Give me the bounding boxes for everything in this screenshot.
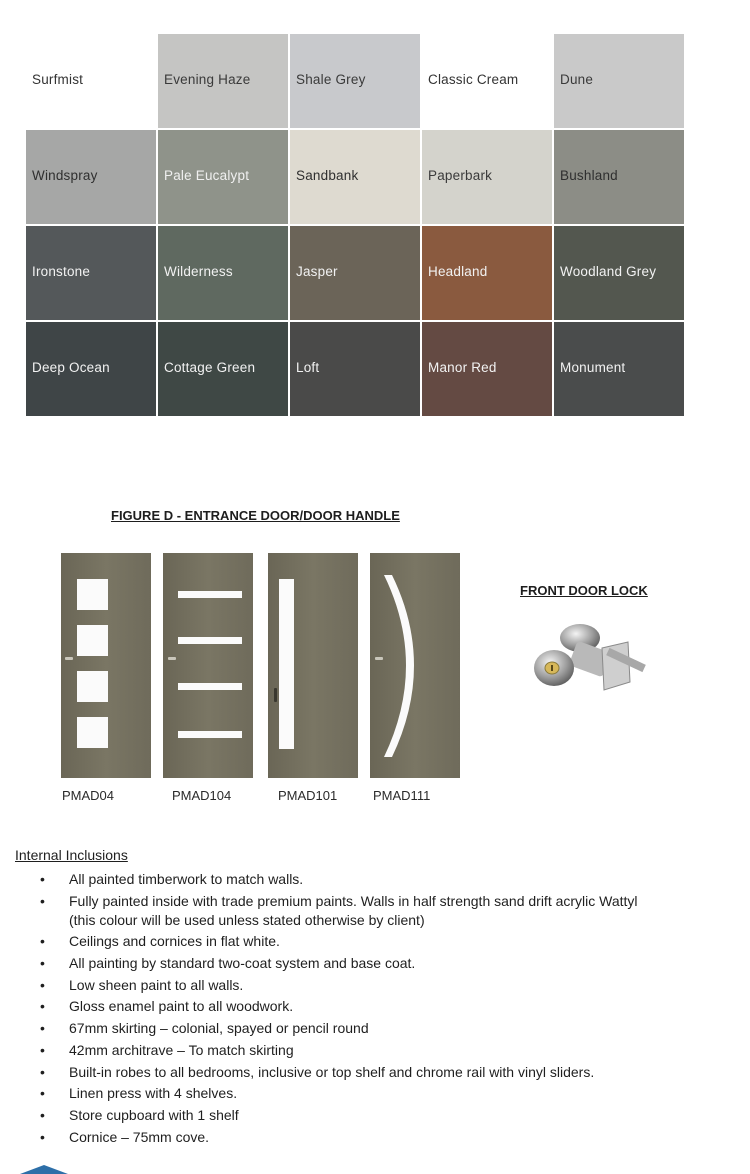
inclusion-item: • Low sheen paint to all walls.	[40, 976, 650, 995]
door-handle-icon	[65, 657, 73, 660]
door-pmad104	[163, 553, 253, 778]
inclusion-item: • Store cupboard with 1 shelf	[40, 1106, 650, 1125]
swatch-label: Jasper	[296, 264, 338, 279]
door-glass-pane	[77, 579, 108, 610]
inclusion-item: • All painted timberwork to match walls.	[40, 870, 650, 889]
inclusion-item: • 67mm skirting – colonial, spayed or pencil round	[40, 1019, 650, 1038]
colour-swatch	[290, 226, 420, 320]
swatch-label: Wilderness	[164, 264, 233, 279]
colour-swatch	[26, 34, 156, 128]
door-glass-pane	[77, 717, 108, 748]
inclusion-item: • Gloss enamel paint to all woodwork.	[40, 997, 650, 1016]
swatch-label: Surfmist	[32, 72, 84, 87]
figure-title: FIGURE D - ENTRANCE DOOR/DOOR HANDLE	[111, 508, 400, 523]
swatch-label: Dune	[560, 72, 594, 87]
front-door-lock-title: FRONT DOOR LOCK	[520, 583, 648, 598]
swatch-label: Shale Grey	[296, 72, 366, 87]
door-pmad04	[61, 553, 151, 778]
swatch-label: Windspray	[32, 168, 98, 183]
swatch-label: Ironstone	[32, 264, 91, 279]
door-glass-pane	[77, 625, 108, 656]
door-glass-pane	[279, 579, 294, 749]
colour-swatch	[422, 226, 552, 320]
colour-swatch	[422, 34, 552, 128]
door-code-label: PMAD111	[373, 788, 431, 803]
internal-inclusions-heading: Internal Inclusions	[15, 847, 128, 863]
door-code-label: PMAD101	[278, 788, 338, 803]
door-pull-handle-icon	[274, 688, 277, 702]
swatch-label: Sandbank	[296, 168, 359, 183]
colour-swatch	[554, 226, 684, 320]
door-glass-pane	[178, 637, 242, 644]
inclusion-item: • Ceilings and cornices in flat white.	[40, 932, 650, 951]
door-glass-pane	[178, 731, 242, 738]
door-handle-icon	[375, 657, 383, 660]
inclusion-item: • Cornice – 75mm cove.	[40, 1128, 650, 1147]
door-pmad111	[370, 553, 460, 778]
swatch-label: Woodland Grey	[560, 264, 657, 279]
curved-glass-icon	[370, 553, 460, 778]
colour-swatch	[554, 130, 684, 224]
swatch-label: Loft	[296, 360, 320, 375]
colour-swatch	[26, 130, 156, 224]
colour-swatch	[422, 322, 552, 416]
door-code-label: PMAD104	[172, 788, 232, 803]
colour-swatch	[158, 322, 288, 416]
colour-swatch	[290, 322, 420, 416]
inclusion-item: • Built-in robes to all bedrooms, inclusive or top shelf and chrome rail with vinyl sliders.	[40, 1063, 650, 1082]
door-code-label: PMAD04	[62, 788, 115, 803]
internal-inclusions-list	[40, 870, 650, 1149]
swatch-label: Bushland	[560, 168, 618, 183]
swatch-label: Deep Ocean	[32, 360, 110, 375]
inclusion-item: • Fully painted inside with trade premium paints. Walls in half strength sand drift acrylic Wattyl (this colour will be used unless stated otherwise by client)	[40, 892, 650, 930]
swatch-label: Classic Cream	[428, 72, 519, 87]
colour-swatch	[158, 130, 288, 224]
colour-swatch	[554, 34, 684, 128]
inclusion-item: • 42mm architrave – To match skirting	[40, 1041, 650, 1060]
colour-swatch	[422, 130, 552, 224]
colour-swatch	[158, 226, 288, 320]
swatch-label: Monument	[560, 360, 626, 375]
swatch-label: Manor Red	[428, 360, 497, 375]
swatch-label: Cottage Green	[164, 360, 256, 375]
colour-swatch	[554, 322, 684, 416]
swatch-label: Paperbark	[428, 168, 493, 183]
inclusion-item: • Linen press with 4 shelves.	[40, 1084, 650, 1103]
corner-arrow-icon	[20, 1165, 68, 1174]
door-glass-pane	[178, 683, 242, 690]
colour-swatch	[26, 226, 156, 320]
colour-swatch	[290, 34, 420, 128]
swatch-label: Pale Eucalypt	[164, 168, 250, 183]
colour-swatch-grid	[26, 34, 684, 416]
door-handle-icon	[168, 657, 176, 660]
colour-swatch	[26, 322, 156, 416]
door-glass-pane	[77, 671, 108, 702]
swatch-label: Headland	[428, 264, 488, 279]
door-pmad101	[268, 553, 358, 778]
colour-swatch	[158, 34, 288, 128]
door-glass-pane	[178, 591, 242, 598]
deadbolt-lock-icon	[532, 620, 648, 716]
colour-swatch	[290, 130, 420, 224]
inclusion-item: • All painting by standard two-coat system and base coat.	[40, 954, 650, 973]
swatch-label: Evening Haze	[164, 72, 251, 87]
